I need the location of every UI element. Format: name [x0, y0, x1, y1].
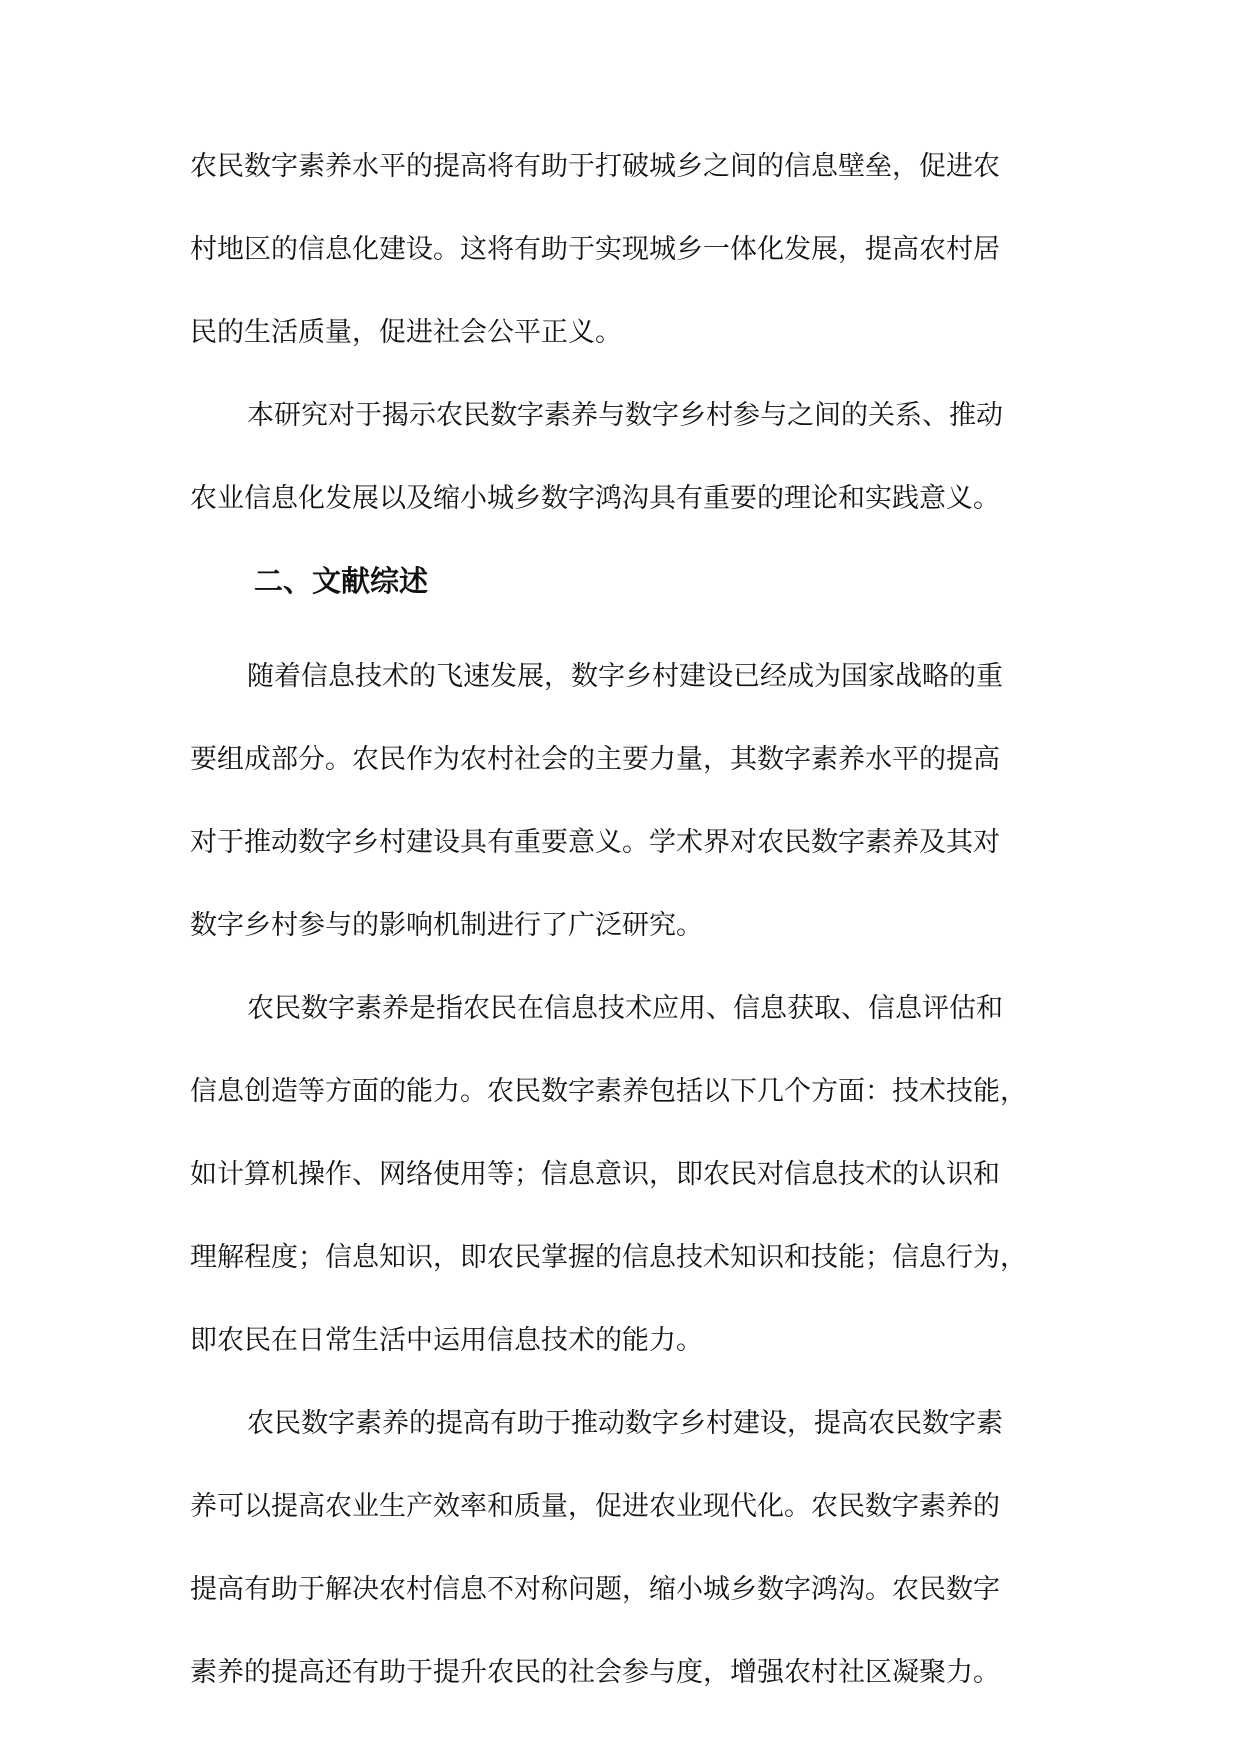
- paragraph: [190, 1401, 1056, 1695]
- text-line: 农民数字素养的提高有助于推动数字乡村建设，提高农民数字素: [247, 1408, 1003, 1439]
- section-heading: 二、文献综述: [254, 564, 429, 598]
- text-line: 养可以提高农业生产效率和质量，促进农业现代化。农民数字素养的: [190, 1491, 1000, 1522]
- document-body: [190, 144, 1056, 1733]
- paragraph: [190, 654, 1056, 948]
- text-line: 要组成部分。农民作为农村社会的主要力量，其数字素养水平的提高: [190, 744, 1000, 775]
- text-line: 如计算机操作、网络使用等；信息意识，即农民对信息技术的认识和: [190, 1159, 1000, 1190]
- text-line: 村地区的信息化建设。这将有助于实现城乡一体化发展，提高农村居: [190, 234, 1000, 265]
- text-line: 随着信息技术的飞速发展，数字乡村建设已经成为国家战略的重: [247, 661, 1003, 692]
- text-line: 农业信息化发展以及缩小城乡数字鸿沟具有重要的理论和实践意义。: [190, 483, 1000, 514]
- paragraph: [190, 144, 1056, 355]
- text-line: 即农民在日常生活中运用信息技术的能力。: [190, 1325, 703, 1356]
- text-line: 本研究对于揭示农民数字素养与数字乡村参与之间的关系、推动: [247, 400, 1003, 431]
- text-line: 素养的提高还有助于提升农民的社会参与度，增强农村社区凝聚力。: [190, 1657, 1000, 1688]
- text-line: 数字乡村参与的影响机制进行了广泛研究。: [190, 910, 703, 941]
- text-line: 提高有助于解决农村信息不对称问题，缩小城乡数字鸿沟。农民数字: [190, 1574, 1000, 1605]
- text-line: 农民数字素养是指农民在信息技术应用、信息获取、信息评估和: [247, 993, 1003, 1024]
- text-line: 民的生活质量，促进社会公平正义。: [190, 317, 622, 348]
- text-line: 对于推动数字乡村建设具有重要意义。学术界对农民数字素养及其对: [190, 827, 1000, 858]
- text-line: 信息创造等方面的能力。农民数字素养包括以下几个方面：技术技能，: [190, 1076, 1027, 1107]
- paragraph: [190, 393, 1056, 521]
- paragraph: [190, 986, 1056, 1363]
- text-line: 农民数字素养水平的提高将有助于打破城乡之间的信息壁垒，促进农: [190, 151, 1000, 182]
- text-line: 理解程度；信息知识，即农民掌握的信息技术知识和技能；信息行为，: [190, 1242, 1027, 1273]
